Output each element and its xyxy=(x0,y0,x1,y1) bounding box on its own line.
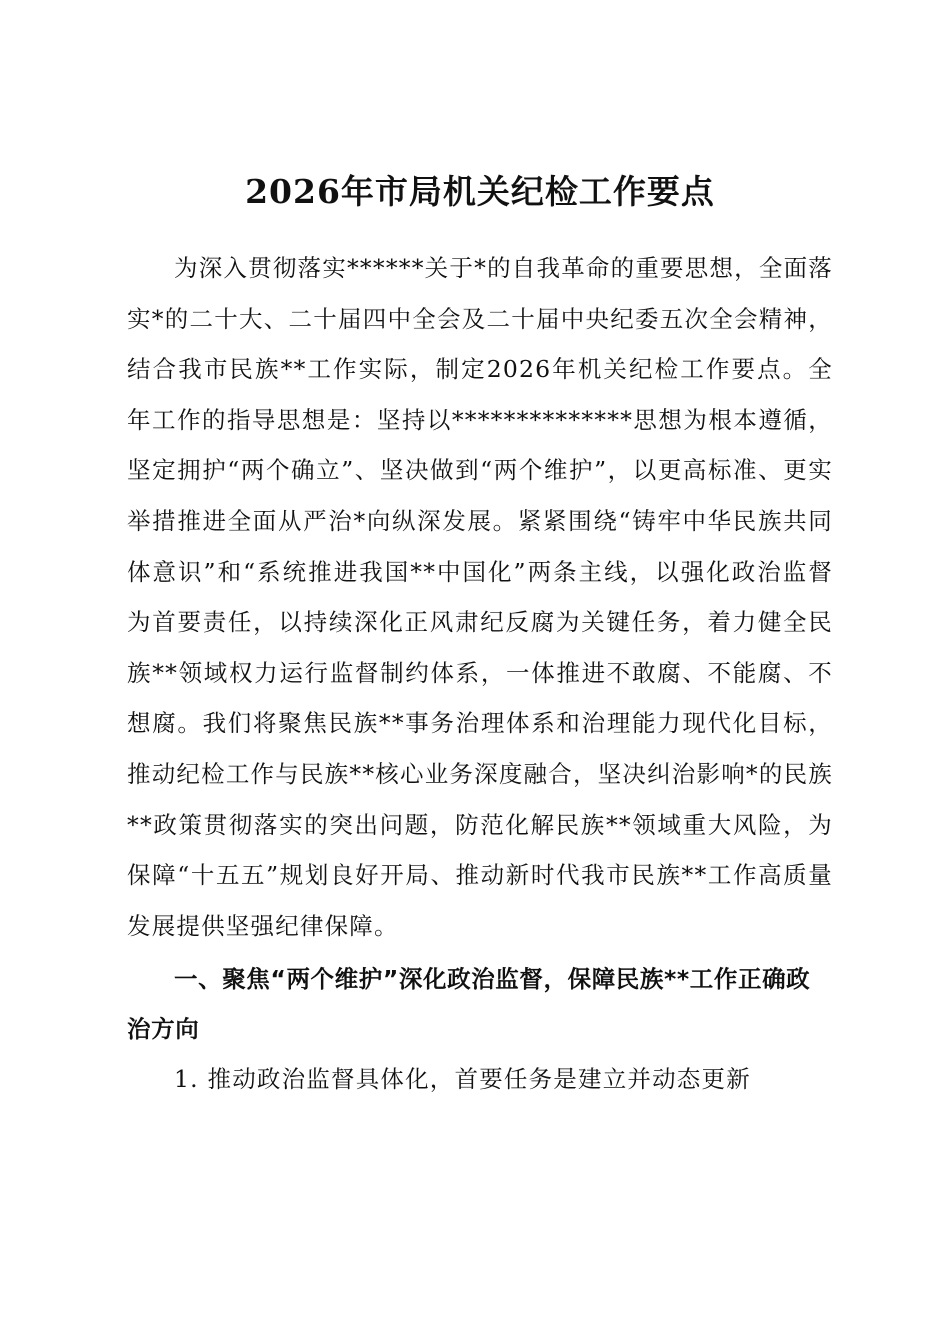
document-title: 2026年市局机关纪检工作要点 xyxy=(245,172,715,211)
section-heading-1: 一、聚焦“两个维护”深化政治监督，保障民族**工作正确政治方向 xyxy=(127,965,811,1044)
intro-paragraph: 为深入贯彻落实******关于*的自我革命的重要思想，全面落实*的二十大、二十届四中全会及二十届中央纪委五次全会精神，结合我市民族**工作实际，制定2026年机关纪检工作要点。全年工作的指导思想是：坚持以**************思想为根本遵循，坚定拥护“两个确立”、坚决做到“两个维护”，以更高标准、更实举措推进全面从严治*向纵深发展。紧紧围绕“铸牢中华民族共同体意识”和“系统推进我国**中国化”两条主线，以强化政治监督为首要责任，以持续深化正风肃纪反腐为关键任务，着力健全民族**领域权力运行监督制约体系，一体推进不敢腐、不能腐、不想腐。我们将聚焦民族**事务治理体系和治理能力现代化目标，推动纪检工作与民族**核心业务深度融合，坚决纠治影响*的民族**政策贯彻落实的突出问题，防范化解民族**领域重大风险，为保障“十五五”规划良好开局、推动新时代我市民族**工作高质量发展提供坚强纪律保障。 xyxy=(127,254,833,940)
document-body xyxy=(127,243,833,1105)
list-item-1: 1. 推动政治监督具体化，首要任务是建立并动态更新 xyxy=(174,1065,751,1094)
